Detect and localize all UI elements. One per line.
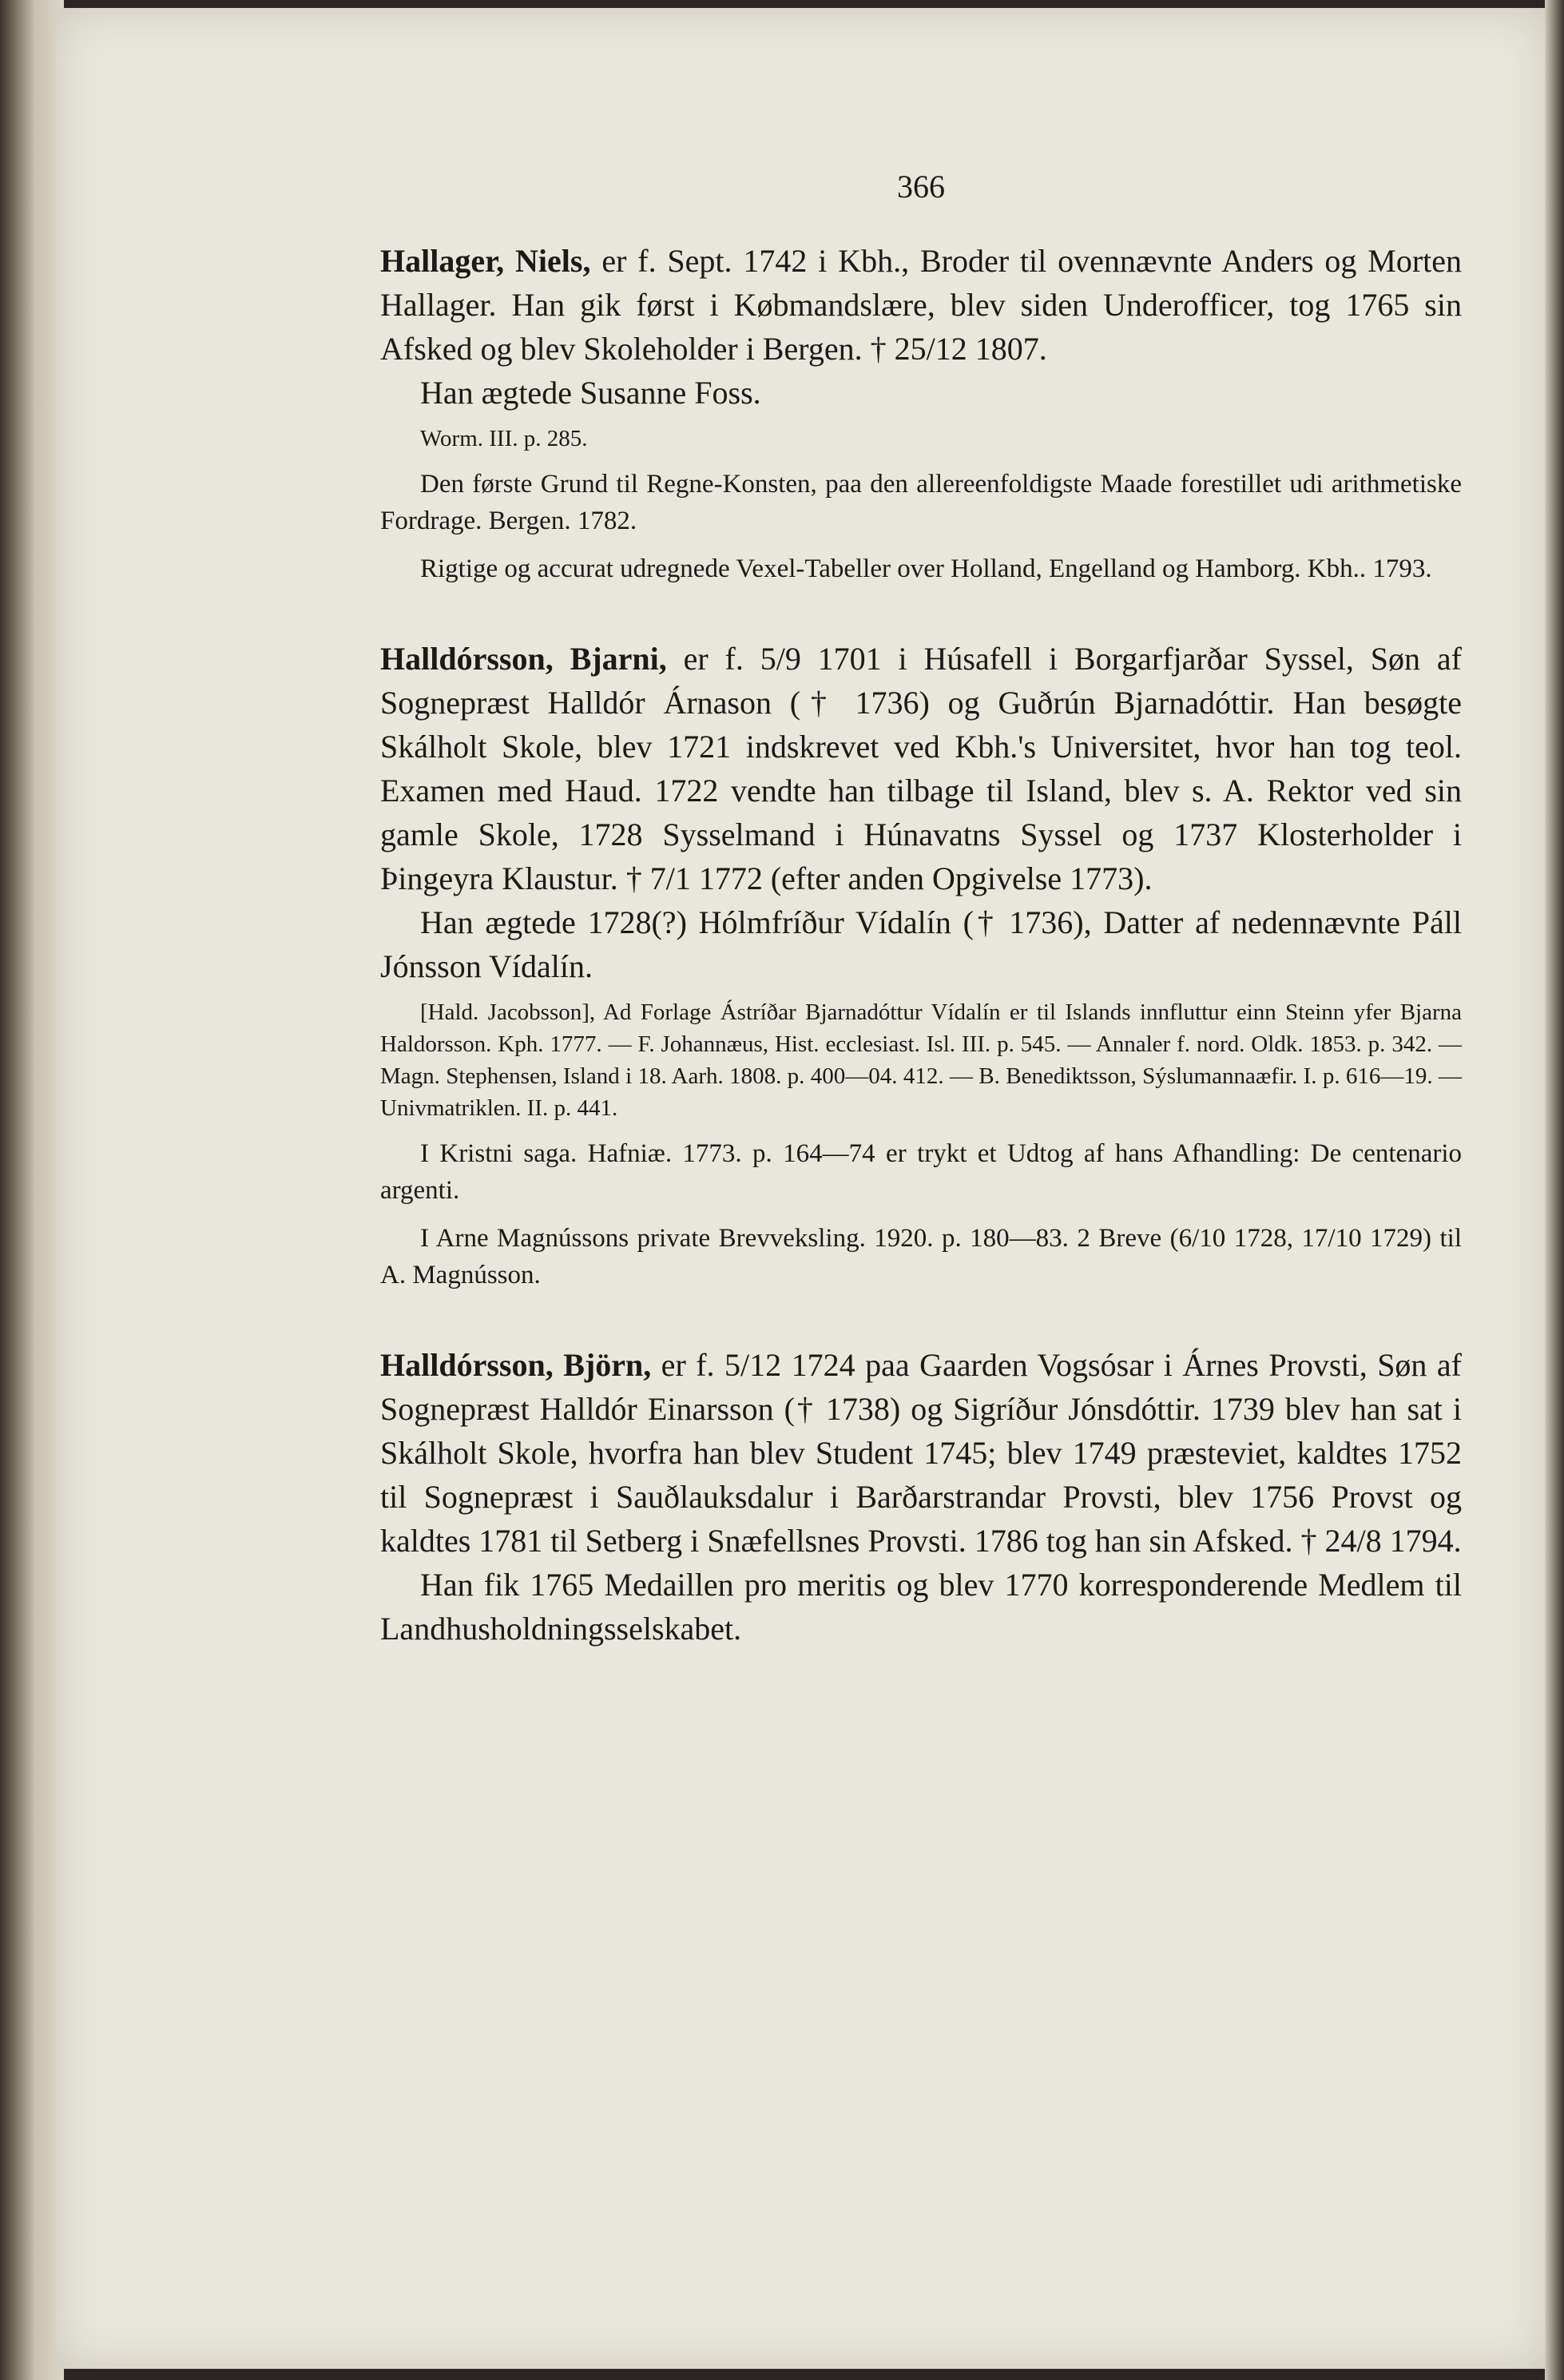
entry-name: Hallager, Niels, xyxy=(380,243,591,279)
entry-body xyxy=(380,637,1462,900)
book-binding-edge xyxy=(0,0,64,2380)
entry-work: Rigtige og accurat udregnede Vexel-Tabeller over Holland, Engelland og Hamborg. Kbh.. 1793. xyxy=(420,554,1432,583)
entry-body xyxy=(380,1343,1462,1563)
entry-work: I Kristni saga. Hafniæ. 1773. p. 164—74 er trykt et Udtog af hans Afhandling: De centenario argenti. xyxy=(380,1139,1462,1205)
entry-work: I Arne Magnússons private Brevveksling. 1920. p. 180—83. 2 Breve (6/10 1728, 17/10 1729) til A. Magnússon. xyxy=(380,1224,1462,1289)
entry-halldorsson-bjarni xyxy=(380,637,1462,1293)
entry-text: er f. 5/12 1724 paa Gaarden Vogsósar i Árnes Provsti, Søn af Sognepræst Halldór Einarsson († 1738) og Sigríður Jónsdóttir. 1739 blev han sat i Skálholt Skole, hvorfra han blev Student 1745; blev 1749 præsteviet, kaldtes 1752 til Sognepræst i Sauðlauksdalur i Barðarstrandar Provsti, blev 1756 Provst og kaldtes 1781 til Setberg i Snæfellsnes Provsti. 1786 tog han sin Afsked. † 24/8 1794. xyxy=(380,1347,1462,1559)
page-number: 366 xyxy=(897,169,945,205)
entry-halldorsson-bjorn xyxy=(380,1343,1462,1651)
page-content xyxy=(380,168,1462,1700)
entry-body xyxy=(380,239,1462,371)
entry-honors: Han fik 1765 Medaillen pro meritis og blev 1770 korresponderende Medlem til Landhusholdningsselskabet. xyxy=(380,1567,1462,1647)
entry-text: er f. Sept. 1742 i Kbh., Broder til ovennævnte Anders og Morten Hallager. Han gik først i Købmandslære, blev siden Underofficer, tog 1765 sin Afsked og blev Skoleholder i Bergen. † 25/12 1807. xyxy=(380,243,1463,367)
entry-name: Halldórsson, Björn, xyxy=(380,1347,652,1383)
entry-work: Den første Grund til Regne-Konsten, paa den allereenfoldigste Maade forestillet udi arithmetiske Fordrage. Bergen. 1782. xyxy=(380,470,1462,535)
entry-hallager-niels xyxy=(380,239,1462,587)
entry-marriage: Han ægtede Susanne Foss. xyxy=(420,375,761,411)
entry-reference: Worm. III. p. 285. xyxy=(420,426,588,451)
entry-text: er f. 5/9 1701 i Húsafell i Borgarfjarðar Syssel, Søn af Sognepræst Halldór Árnason († 1736) og Guðrún Bjarnadóttir. Han besøgte Skálholt Skole, blev 1721 indskrevet ved Kbh.'s Universitet, hvor han tog teol. Examen med Haud. 1722 vendte han tilbage til Island, blev s. A. Rektor ved sin gamle Skole, 1728 Sysselmand i Húnavatns Syssel og 1737 Klosterholder i Þingeyra Klaustur. † 7/1 1772 (efter anden Opgivelse 1773). xyxy=(380,641,1462,896)
entry-name: Halldórsson, Bjarni, xyxy=(380,641,667,677)
page-right-edge xyxy=(1545,0,1564,2380)
entry-marriage: Han ægtede 1728(?) Hólmfríður Vídalín († 1736), Datter af nedennævnte Páll Jónsson Vídalín. xyxy=(380,904,1462,984)
entry-reference: [Hald. Jacobsson], Ad Forlage Ástríðar Bjarnadóttur Vídalín er til Islands innfluttur einn Steinn yfer Bjarna Haldorsson. Kph. 1777. — F. Johannæus, Hist. ecclesiast. Isl. III. p. 545. — Annaler f. nord. Oldk. 1853. p. 342. — Magn. Stephensen, Island i 18. Aarh. 1808. p. 400—04. 412. — B. Benediktsson, Sýslumannaæfir. I. p. 616—19. — Univmatriklen. II. p. 441. xyxy=(380,999,1462,1121)
